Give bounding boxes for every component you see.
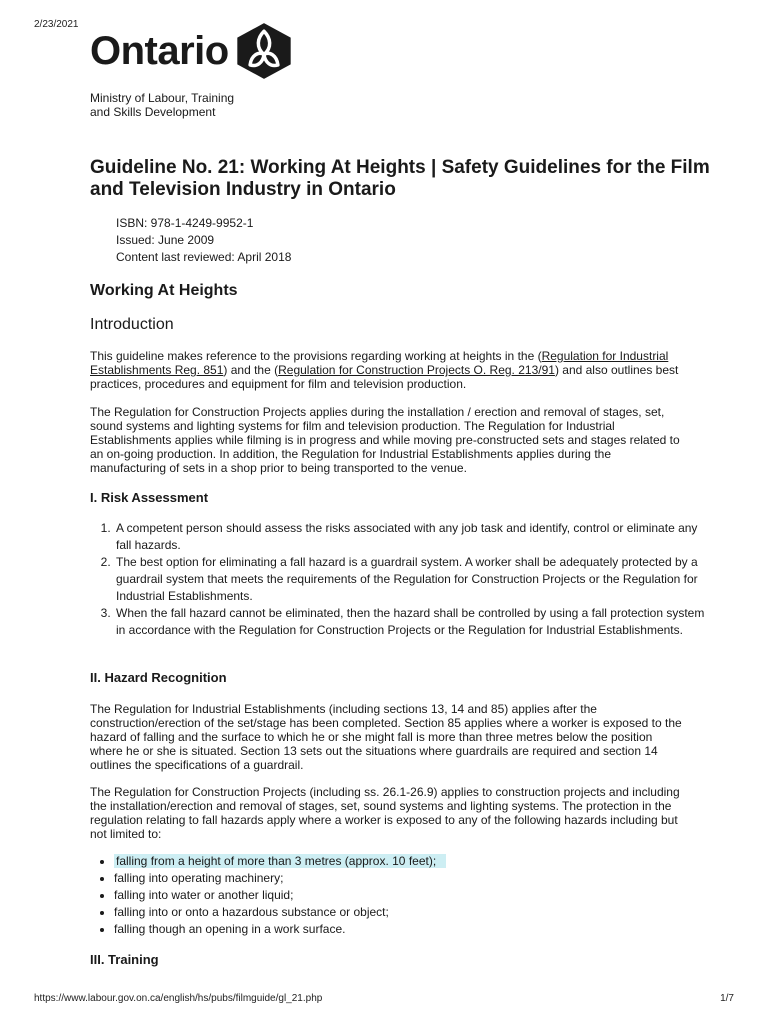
list-item: 2. The best option for eliminating a fall hazard is a guardrail system. A worker shall be adequately protected by a guardrail system that meets the requirements of the Regulation for Construction Projects or the Regulation for Industrial Establishments. bbox=[114, 554, 714, 605]
ministry-line: Ministry of Labour, Training bbox=[90, 91, 235, 105]
hazard-paragraph-2: The Regulation for Construction Projects (including ss. 26.1-26.9) applies to construction projects and including the installation/erection and removal of stages, set, sound systems and lighting systems. The protection in the regulation relating to fall hazards apply where a worker is exposed to any of the following hazards including but not limited to: bbox=[90, 785, 680, 841]
reviewed-date: Content last reviewed: April 2018 bbox=[116, 250, 292, 264]
link-construction-projects[interactable]: Regulation for Construction Projects O. Reg. 213/91 bbox=[278, 363, 555, 377]
footer-url: https://www.labour.gov.on.ca/english/hs/pubs/filmguide/gl_21.php bbox=[34, 993, 323, 1004]
risk-assessment-list bbox=[90, 520, 714, 639]
intro-text: ) and the ( bbox=[223, 363, 279, 377]
list-item: • falling though an opening in a work surface. bbox=[114, 921, 714, 938]
list-item: • falling into water or another liquid; bbox=[114, 887, 714, 904]
list-item: 3. When the fall hazard cannot be eliminated, then the hazard shall be controlled by using a fall protection system in accordance with the Regulation for Construction Projects or the Regulation for Industrial Establishments. bbox=[114, 605, 714, 639]
print-date: 2/23/2021 bbox=[34, 19, 79, 30]
logo-wordmark: Ontario bbox=[90, 29, 229, 73]
page-number: 1/7 bbox=[720, 993, 734, 1004]
intro-paragraph-1 bbox=[90, 349, 682, 391]
issued-date: Issued: June 2009 bbox=[116, 233, 215, 247]
hazard-paragraph-1: The Regulation for Industrial Establishments (including sections 13, 14 and 85) applies after the construction/erection of the set/stage has been completed. Section 85 applies where a worker is exposed to the hazard of falling and the surface to which he or she might fall is more than three metres below the position where he or she is situated. Section 13 sets out the situations where guardrails are required and section 14 outlines the specifications of a guardrail. bbox=[90, 702, 682, 772]
link-industrial-establishments[interactable]: Regulation for Industrial Establishments Reg. 851 bbox=[90, 349, 669, 377]
list-item: • falling into or onto a hazardous substance or object; bbox=[114, 904, 714, 921]
hazards-list bbox=[90, 853, 714, 938]
list-item: 1. A competent person should assess the risks associated with any job task and identify, control or eliminate any fall hazards. bbox=[114, 520, 714, 554]
list-item: • falling into operating machinery; bbox=[114, 870, 714, 887]
hazard-recognition-heading: II. Hazard Recognition bbox=[90, 670, 227, 685]
section-heading: Working At Heights bbox=[90, 282, 238, 299]
document-meta bbox=[116, 215, 291, 266]
intro-paragraph-2: The Regulation for Construction Projects applies during the installation / erection and removal of stages, set, sound systems and lighting systems for film and television production. The Regulation for Industrial Establishments applies while filming is in progress and while moving pre-constructed sets and stages related to an on-going production. In addition, the Regulation for Industrial Establishments applies during the manufacturing of sets in a shop prior to being transported to the venue. bbox=[90, 405, 680, 475]
intro-text: ) and also outlines best practices, procedures and equipment for film and television production. bbox=[90, 363, 679, 391]
page-title: Guideline No. 21: Working At Heights | Safety Guidelines for the Film and Television Industry in Ontario bbox=[90, 157, 710, 200]
risk-assessment-heading: I. Risk Assessment bbox=[90, 490, 209, 505]
highlighted-text: falling from a height of more than 3 metres (approx. 10 feet); bbox=[114, 854, 446, 868]
ministry-line: and Skills Development bbox=[90, 105, 216, 119]
intro-text: This guideline makes reference to the provisions regarding working at heights in the ( bbox=[90, 349, 542, 363]
ontario-logo[interactable] bbox=[90, 22, 293, 80]
training-heading: III. Training bbox=[90, 952, 159, 967]
introduction-heading: Introduction bbox=[90, 316, 174, 333]
ministry-name bbox=[90, 91, 234, 119]
list-item bbox=[114, 853, 714, 870]
trillium-icon bbox=[235, 22, 293, 80]
isbn: ISBN: 978-1-4249-9952-1 bbox=[116, 216, 254, 230]
